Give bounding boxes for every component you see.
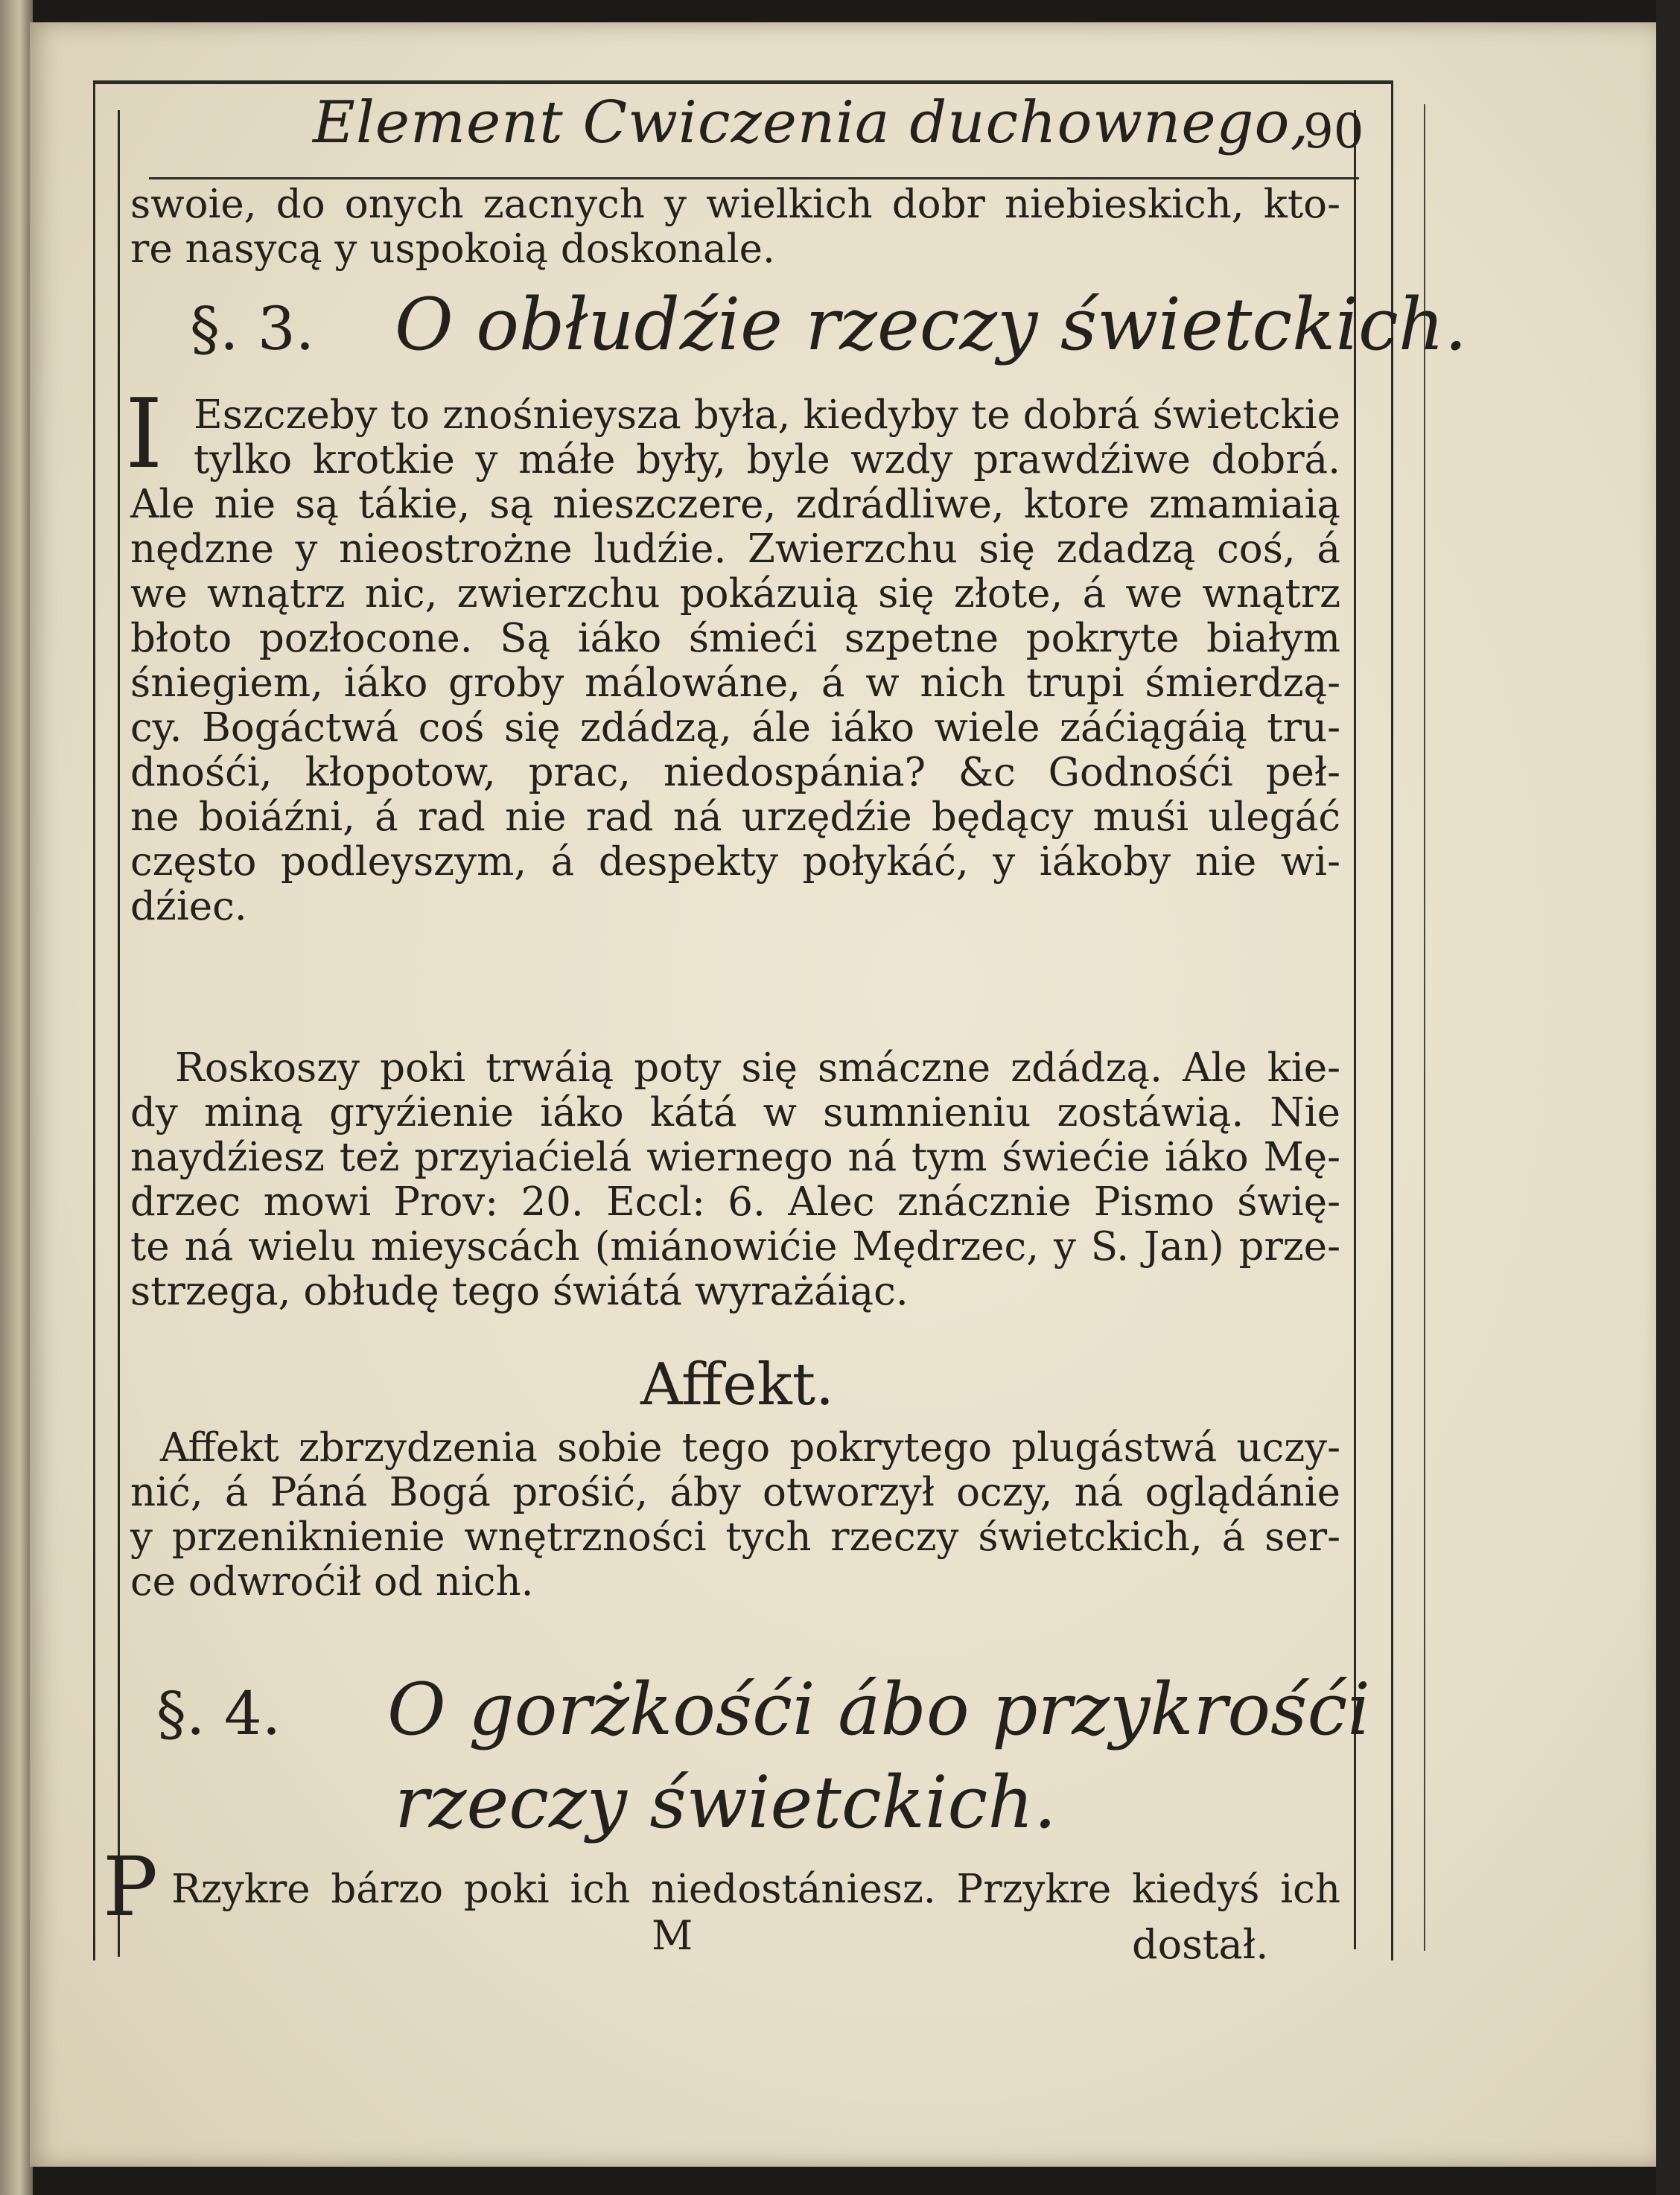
drop-cap: P [103, 1839, 159, 1934]
text-line: błoto pozłocone. Są iáko śmieći szpetne pokryte białym [130, 616, 1340, 661]
text-line: często podleyszym, á despekty połykáć, y iákoby nie wi- [130, 839, 1340, 885]
section-4-body [171, 1867, 1340, 1912]
text-line: nić, á Páná Bogá prośić, áby otworzył oczy, ná oglądánie [130, 1470, 1340, 1515]
running-title: Element Cwiczenia duchownego, [313, 89, 1310, 156]
text-line: Affekt zbrzydzenia sobie tego pokrytego plugástwá uczy- [160, 1425, 1340, 1471]
text-line: tylko krotkie y máłe były, byle wzdy prawdźiwe dobrá. [194, 437, 1340, 482]
text-line: Roskoszy poki trwáią poty się smáczne zdádzą. Ale kie- [175, 1045, 1340, 1091]
section-3-body [130, 393, 1340, 929]
text-line: ne boiáźni, á rad nie rad ná urzędźie będący muśi ulegáć [130, 794, 1340, 840]
facing-page-edge [0, 0, 33, 2195]
catchword: dostał. [1132, 1921, 1269, 1968]
page-number: 90 [1303, 104, 1364, 159]
text-line: te ná wielu mieyscách (miánowićie Mędrzec, y S. Jan) prze- [130, 1224, 1340, 1269]
scan-edge [1656, 0, 1680, 2195]
text-line: dy miną gryźienie iáko kátá w sumnieniu zostáwią. Nie [130, 1090, 1340, 1135]
text-line: we wnątrz nic, zwierzchu pokázuią się złote, á we wnątrz [130, 571, 1340, 617]
section-4-title-line-2: rzeczy świetckich. [395, 1761, 1057, 1844]
affekt-heading: Affekt. [640, 1351, 834, 1418]
text-line: re nasycą y uspokoią doskonale. [130, 226, 775, 272]
text-line: Ale nie są tákie, są nieszczere, zdrádliwe, ktore zmamiaią [130, 482, 1340, 527]
text-line: nędzne y nieostrożne ludźie. Zwierzchu się zdadzą coś, á [130, 526, 1340, 572]
text-line: drzec mowi Prov: 20. Eccl: 6. Alec znácznie Pismo świę- [130, 1179, 1340, 1225]
text-line: y przeniknienie wnętrzności tych rzeczy świetckich, á ser- [130, 1514, 1340, 1560]
affekt-body [130, 1426, 1340, 1605]
section-4-marker: §. 4. [156, 1679, 281, 1748]
page-frame-inner-left [118, 110, 120, 1957]
header-rule [149, 177, 1359, 179]
section-4-title-line-1: O gorżkośći ábo przykrośći [387, 1668, 1370, 1751]
text-line: dnośći, kłopotow, prac, niedospánia? &c Godnośći peł- [130, 750, 1340, 795]
text-line: ce odwroćił od nich. [130, 1559, 534, 1605]
section-3-marker: §. 3. [190, 294, 315, 363]
text-line: naydźiesz też przyiaćielá wiernego ná tym świećie iáko Mę- [130, 1135, 1340, 1180]
text-line: dźiec. [130, 884, 247, 929]
drop-cap: I [125, 379, 163, 490]
paragraph-2 [130, 1046, 1340, 1314]
section-3-title: O obłudźie rzeczy świetckich. [395, 283, 1468, 366]
text-line: swoie, do onych zacnych y wielkich dobr niebieskich, kto- [130, 182, 1340, 227]
signature-mark: M [652, 1912, 693, 1959]
margin-rule [1424, 104, 1425, 1951]
text-line: Eszczeby to znośnieysza była, kiedyby te dobrá świetckie [194, 392, 1340, 438]
text-line: śniegiem, iáko groby málowáne, á w nich trupi śmierdzą- [130, 660, 1340, 706]
text-line: Rzykre bárzo poki ich niedostániesz. Przykre kiedyś ich [171, 1867, 1340, 1912]
text-line: strzega, obłudę tego świátá wyrażáiąc. [130, 1269, 909, 1314]
text-line: cy. Bogáctwá coś się zdádzą, ále iáko wiele záćiągáią tru- [130, 705, 1340, 751]
opening-lines [130, 182, 1340, 272]
